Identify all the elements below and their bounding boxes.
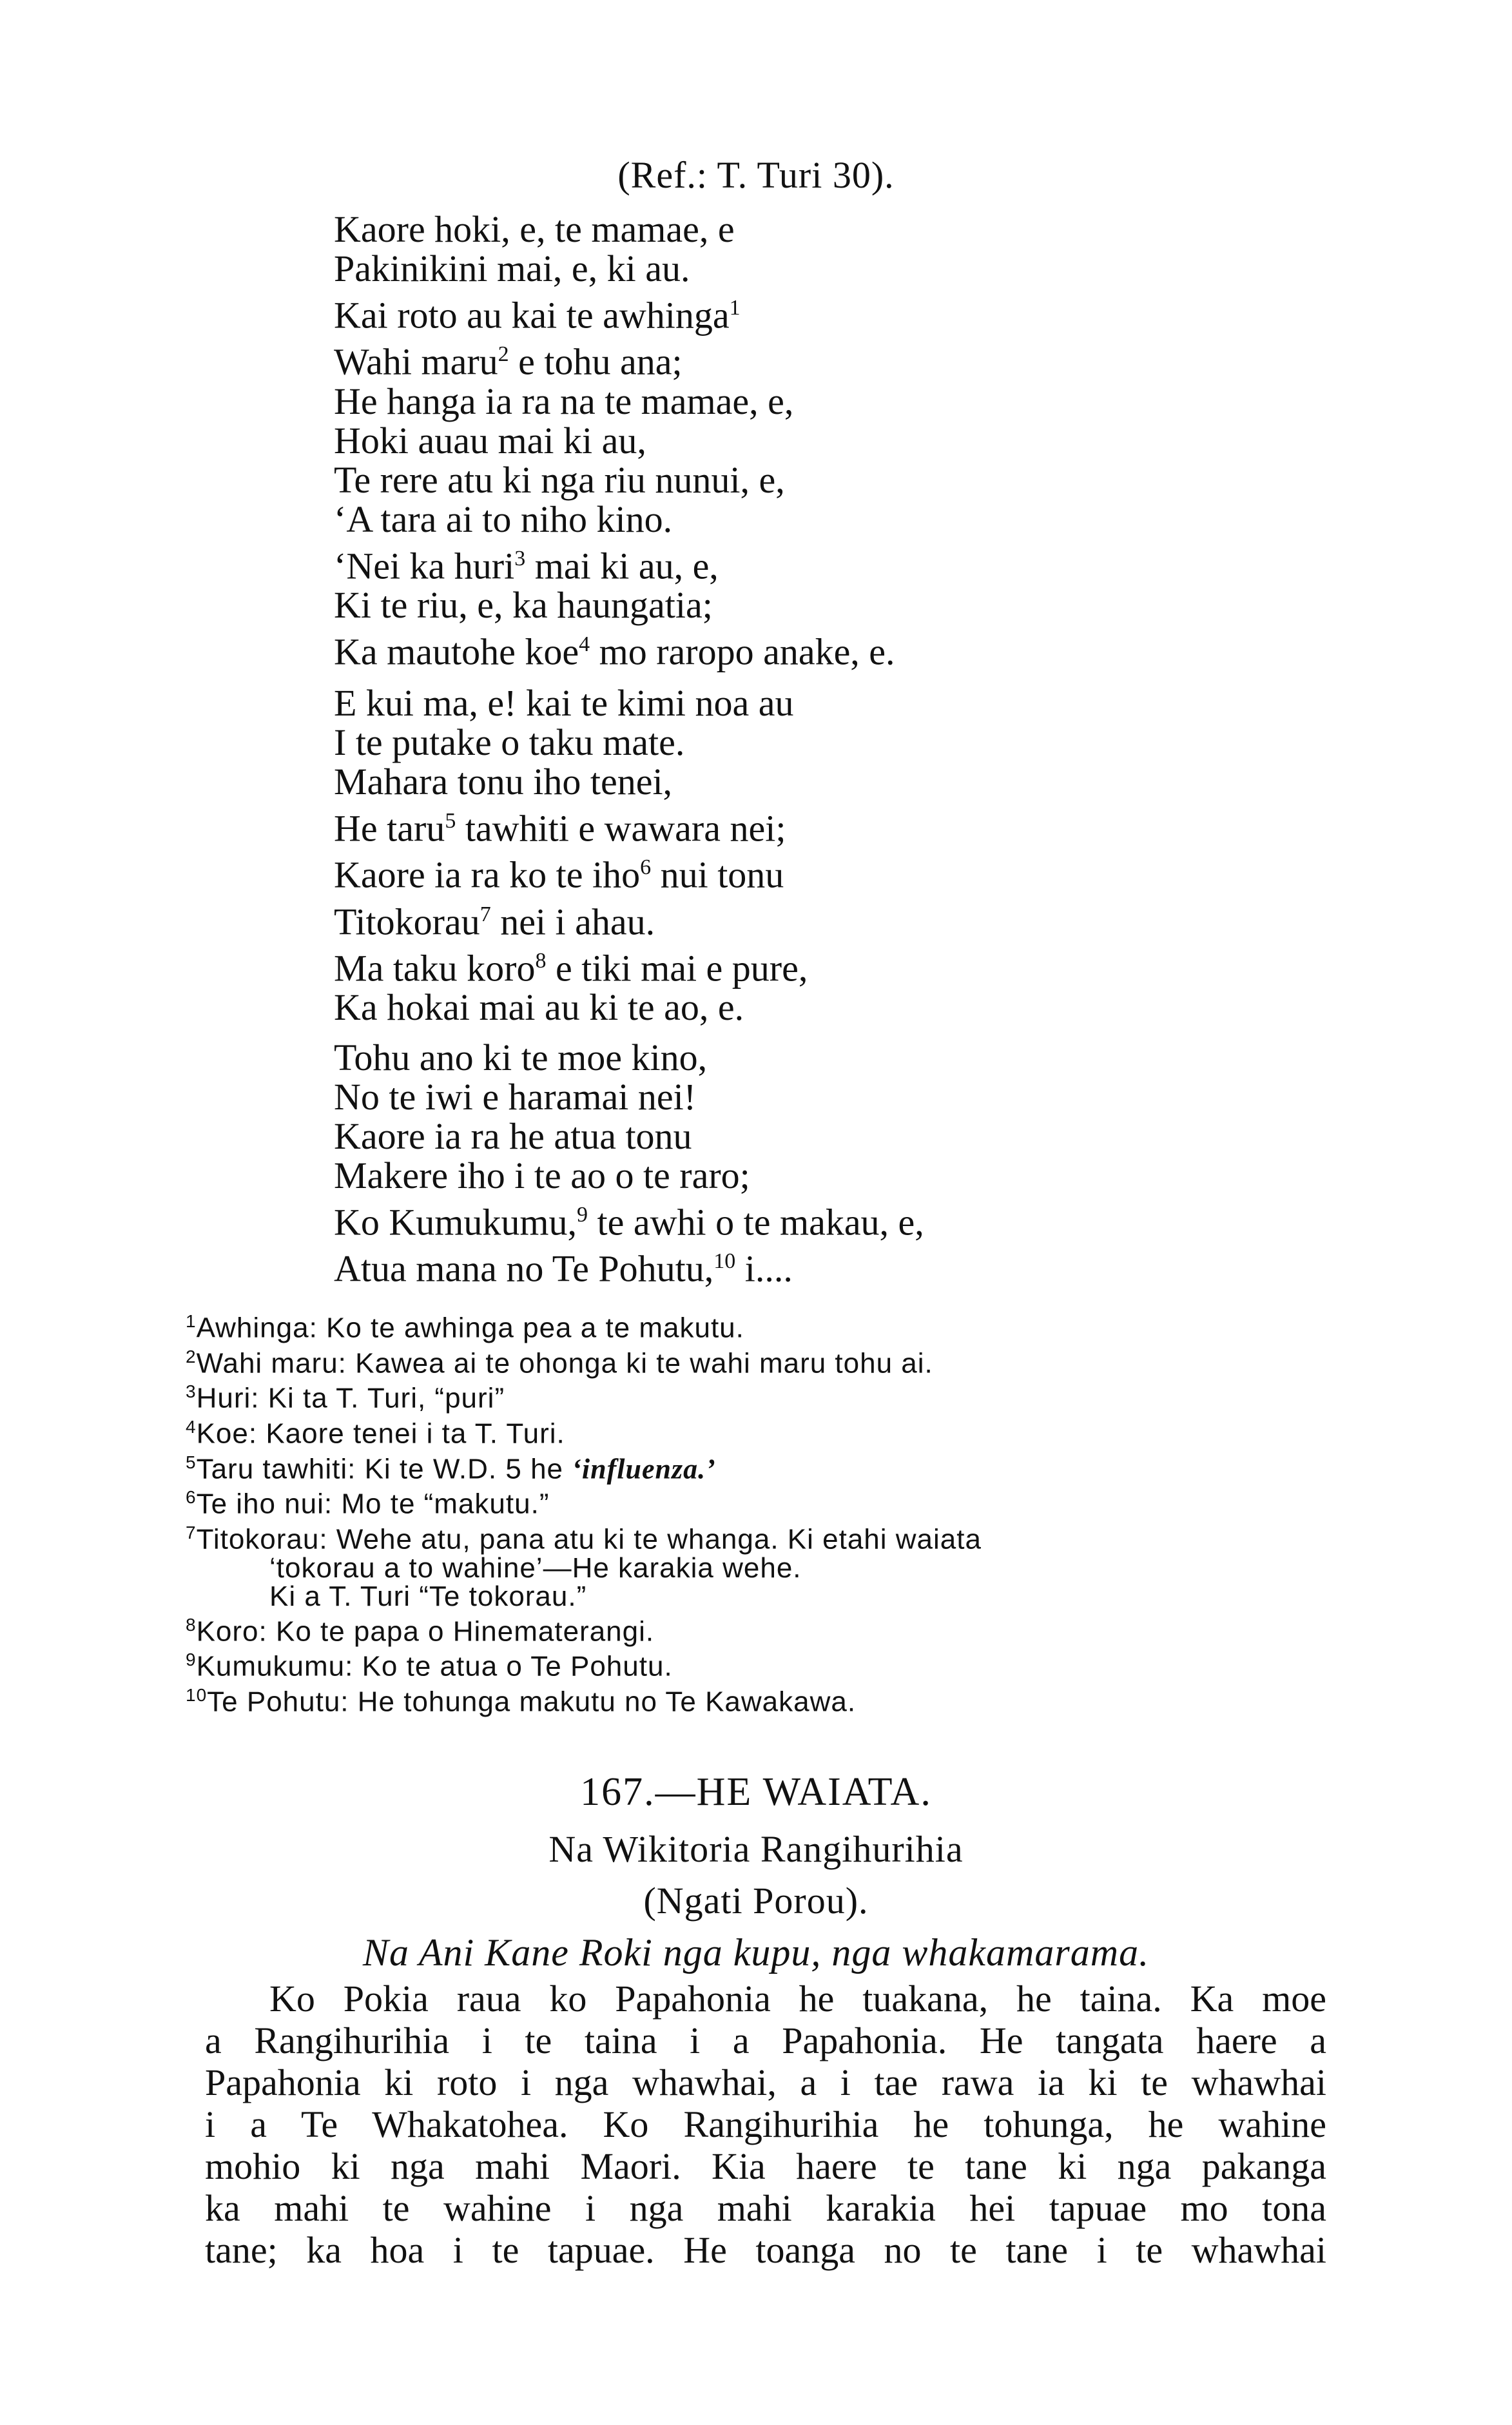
verse-line: No te iwi e haramai nei! — [334, 1076, 697, 1118]
footnote-marker: 9 — [577, 1203, 588, 1227]
verse-stanza-1 — [334, 209, 895, 671]
footnote: ‘tokorau a to wahine’—He karakia wehe. — [269, 1552, 802, 1584]
verse-line: Ma taku koro$^8$ e tiki mai e pure, — [334, 947, 808, 989]
verse-line: Te rere atu ki nga riu nunui, e, — [334, 458, 785, 501]
footnote: $^{10}$Te Pohutu: He tohunga makutu no Te Kawakawa. — [186, 1684, 857, 1718]
footnote: $^2$Wahi maru: Kawea ai te ohonga ki te wahi maru tohu ai. — [186, 1346, 933, 1379]
footnote-number: 6 — [186, 1487, 197, 1508]
footnote-number: 7 — [186, 1522, 197, 1543]
prose-line: mohio ki nga mahi Maori. Kia haere te tane ki nga pakanga — [205, 2145, 1326, 2187]
footnote: $^3$Huri: Ki ta T. Turi, “puri” — [186, 1381, 505, 1414]
verse-line: Kaore hoki, e, te mamae, e — [334, 208, 735, 250]
section-author: Na Wikitoria Rangihurihia — [548, 1828, 964, 1870]
footnote: Ki a T. Turi “Te tokorau.” — [269, 1580, 587, 1612]
verse-line: ‘Nei ka huri$^3$ mai ki au, e, — [334, 544, 719, 587]
footnote-marker: 2 — [498, 342, 509, 367]
verse-line: Kai roto au kai te awhinga$^1$ — [334, 294, 741, 336]
verse-line: Tohu ano ki te moe kino, — [334, 1037, 708, 1078]
footnote-marker: 1 — [729, 296, 741, 320]
verse-line: E kui ma, e! kai te kimi noa au — [334, 682, 794, 724]
footnote-number: 2 — [186, 1346, 197, 1367]
footnote-number: 10 — [186, 1684, 208, 1705]
verse-line: Ki te riu, e, ka haungatia; — [334, 583, 713, 626]
verse-line: Pakinikini mai, e, ki au. — [334, 248, 690, 289]
section-title: 167.—HE WAIATA. — [580, 1770, 932, 1814]
footnote-marker: 8 — [535, 948, 547, 973]
footnote-marker: 4 — [579, 632, 590, 656]
footnote-number: 3 — [186, 1381, 197, 1402]
footnote: $^6$Te iho nui: Mo te “makutu.” — [186, 1487, 550, 1520]
section-tribe: (Ngati Porou). — [643, 1880, 869, 1922]
footnote-number: 1 — [186, 1311, 197, 1331]
footnote: $^9$Kumukumu: Ko te atua o Te Pohutu. — [186, 1650, 673, 1682]
verse-line: Ka hokai mai au ki te ao, e. — [334, 986, 744, 1029]
footnote-marker: 10 — [713, 1249, 736, 1274]
prose-line: ka mahi te wahine i nga mahi karakia hei tapuae mo tona — [205, 2187, 1326, 2229]
verse-line: Titokorau$^7$ nei i ahau. — [334, 900, 655, 942]
prose-line: i a Te Whakatohea. Ko Rangihurihia he tohunga, he wahine — [205, 2103, 1326, 2145]
prose-paragraph — [205, 1978, 1326, 2271]
prose-line: tane; ka hoa i te tapuae. He toanga no te tane i te whawhai — [205, 2229, 1326, 2271]
verse-line: He hanga ia ra na te mamae, e, — [334, 380, 794, 422]
reference-line: (Ref.: T. Turi 30). — [617, 154, 895, 196]
verse-line: ‘A tara ai to niho kino. — [334, 498, 673, 540]
footnote-marker: 7 — [480, 902, 491, 926]
prose-line: a Rangihurihia i te taina i a Papahonia. He tangata haere a — [205, 2020, 1326, 2061]
verse-line: Ko Kumukumu,$^9$ te awhi o te makau, e, — [334, 1201, 924, 1243]
prose-line: Papahonia ki roto i nga whawhai, a i tae rawa ia ki te whawhai — [205, 2061, 1326, 2103]
section-credit: Na Ani Kane Roki nga kupu, nga whakamarama. — [362, 1931, 1150, 1974]
verse-line: Makere iho i te ao o te raro; — [334, 1154, 750, 1196]
footnote-number: 4 — [186, 1416, 197, 1437]
footnote-number: 9 — [186, 1650, 197, 1670]
verse-stanza-3 — [334, 1038, 924, 1289]
verse-line: I te putake o taku mate. — [334, 721, 685, 763]
footnote-marker: 5 — [445, 809, 456, 833]
footnote: $^8$Koro: Ko te papa o Hinematerangi. — [186, 1614, 655, 1648]
footnote-number: 8 — [186, 1614, 197, 1635]
verse-line: Kaore ia ra he atua tonu — [334, 1115, 692, 1157]
footnote: $^5$Taru tawhiti: Ki te W.D. 5 he ‘influenza.’ — [186, 1452, 716, 1485]
verse-line: Wahi maru$^2$ e tohu ana; — [334, 340, 683, 383]
verse-line: Kaore ia ra ko te iho$^6$ nui tonu — [334, 853, 784, 896]
verse-line: He taru$^5$ tawhiti e wawara nei; — [334, 807, 786, 850]
footnote: $^1$Awhinga: Ko te awhinga pea a te makutu. — [186, 1311, 744, 1344]
footnotes — [186, 1307, 982, 1717]
verse-line: Ka mautohe koe$^4$ mo raropo anake, e. — [334, 630, 895, 673]
footnote: $^7$Titokorau: Wehe atu, pana atu ki te whanga. Ki etahi waiata — [186, 1522, 982, 1555]
verse-stanza-2 — [334, 683, 808, 1027]
verse-line: Hoki auau mai ki au, — [334, 419, 646, 462]
footnote-marker: 3 — [514, 546, 526, 570]
verse-line: Mahara tonu iho tenei, — [334, 761, 673, 803]
prose-line: Ko Pokia raua ko Papahonia he tuakana, he taina. Ka moe — [269, 1978, 1326, 2020]
footnote: $^4$Koe: Kaore tenei i ta T. Turi. — [186, 1416, 565, 1450]
footnote-number: 5 — [186, 1452, 197, 1472]
footnote-marker: 6 — [640, 855, 652, 880]
verse-line: Atua mana no Te Pohutu,$^{10}$ i.... — [334, 1247, 793, 1290]
